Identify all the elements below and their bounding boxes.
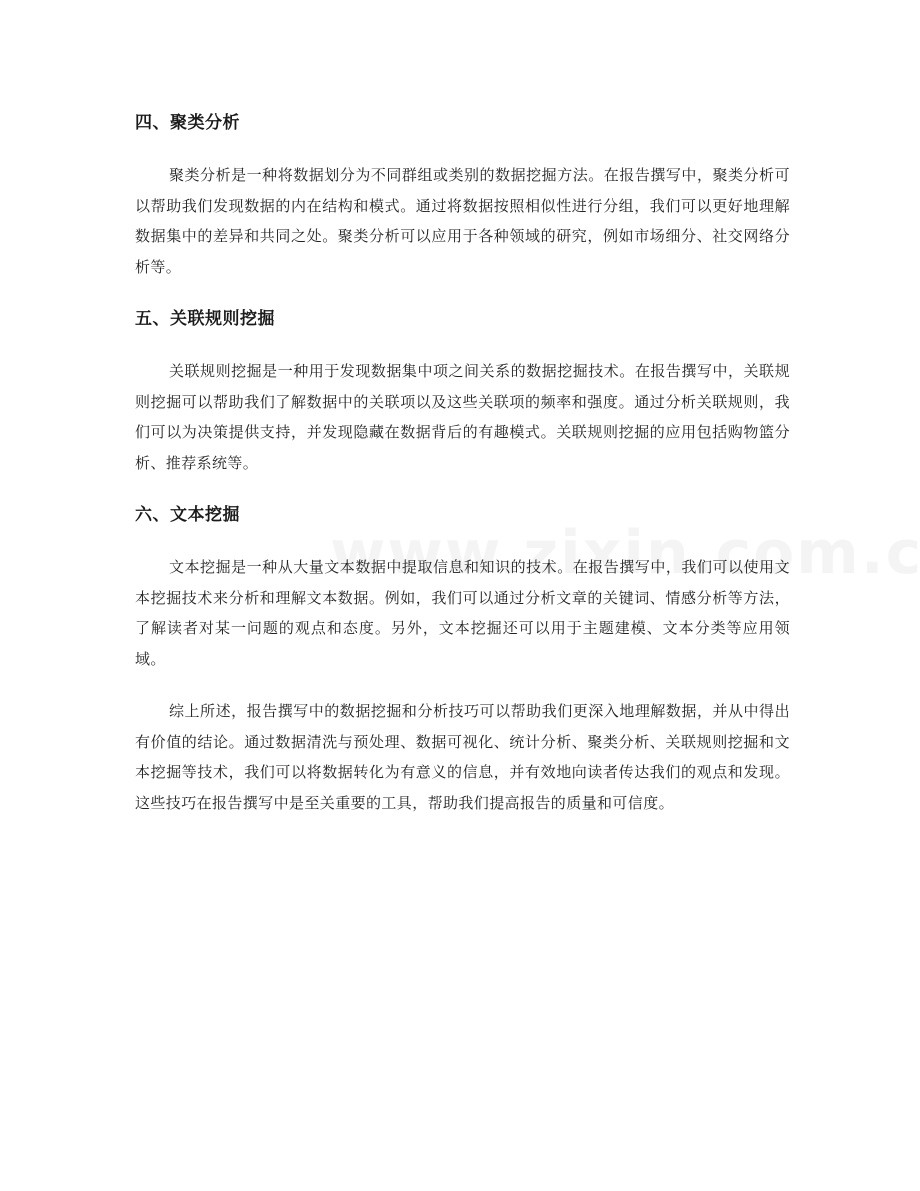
section-paragraph-association-rules: 关联规则挖掘是一种用于发现数据集中项之间关系的数据挖掘技术。在报告撰写中，关联规则挖掘可以帮助我们了解数据中的关联项以及这些关联项的频率和强度。通过分析关联规则，我们可以为决策提供支持，并发现隐藏在数据背后的有趣模式。关联规则挖掘的应用包括购物篮分析、推荐系统等。 (135, 362, 790, 472)
section-heading-text-mining: 六、文本挖掘 (135, 505, 240, 525)
section-paragraph-clustering: 聚类分析是一种将数据划分为不同群组或类别的数据挖掘方法。在报告撰写中，聚类分析可以帮助我们发现数据的内在结构和模式。通过将数据按照相似性进行分组，我们可以更好地理解数据集中的差异和共同之处。聚类分析可以应用于各种领域的研究，例如市场细分、社交网络分析等。 (135, 166, 790, 276)
document-body (135, 108, 790, 818)
conclusion-paragraph: 综上所述，报告撰写中的数据挖掘和分析技巧可以帮助我们更深入地理解数据，并从中得出有价值的结论。通过数据清洗与预处理、数据可视化、统计分析、聚类分析、关联规则挖掘和文本挖掘等技术，我们可以将数据转化为有意义的信息，并有效地向读者传达我们的观点和发现。这些技巧在报告撰写中是至关重要的工具，帮助我们提高报告的质量和可信度。 (135, 702, 790, 812)
section-heading-clustering: 四、聚类分析 (135, 113, 240, 133)
section-heading-association-rules: 五、关联规则挖掘 (135, 309, 275, 329)
section-paragraph-text-mining: 文本挖掘是一种从大量文本数据中提取信息和知识的技术。在报告撰写中，我们可以使用文本挖掘技术来分析和理解文本数据。例如，我们可以通过分析文章的关键词、情感分析等方法，了解读者对某一问题的观点和态度。另外，文本挖掘还可以用于主题建模、文本分类等应用领域。 (135, 558, 790, 668)
